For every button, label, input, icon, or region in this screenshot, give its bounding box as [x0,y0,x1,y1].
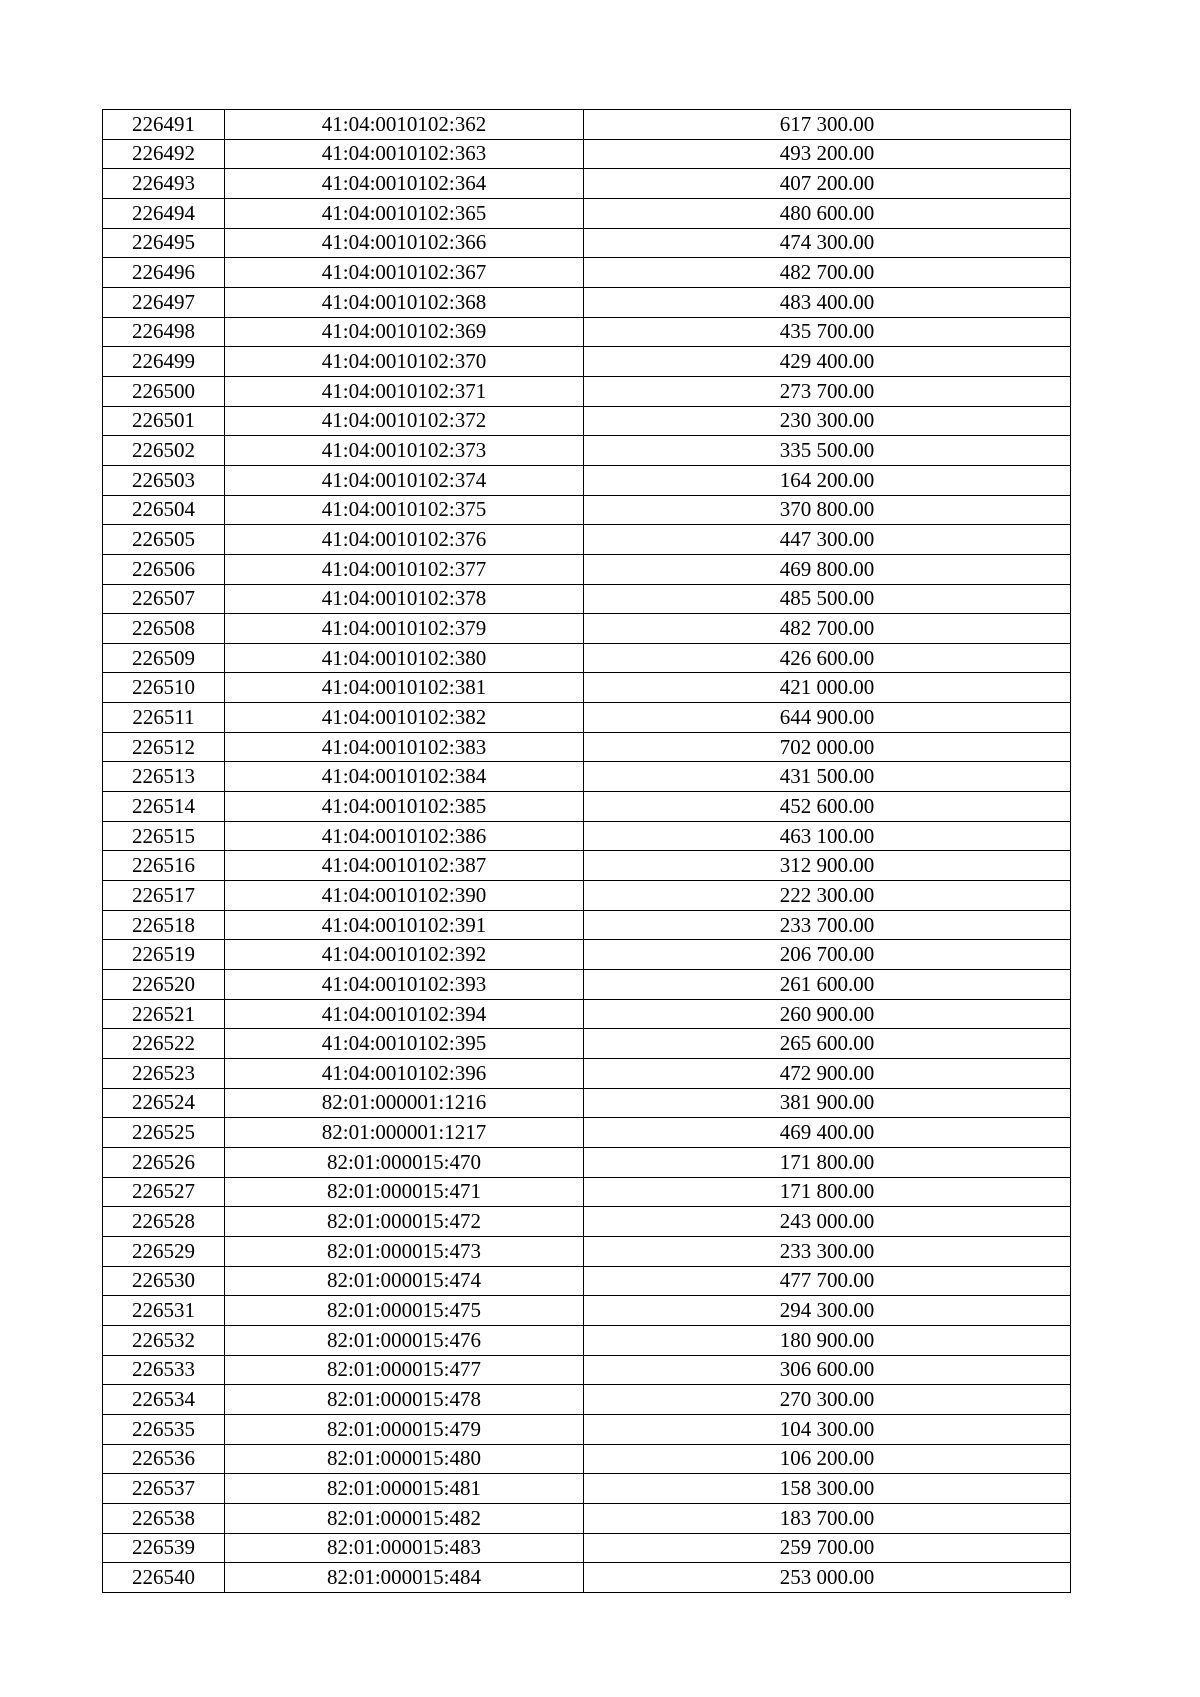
cadastral-number-cell: 41:04:0010102:369 [225,317,584,347]
cadastral-value-cell: 381 900.00 [584,1088,1071,1118]
table-row [103,1266,1071,1296]
cadastral-value-cell: 273 700.00 [584,376,1071,406]
cadastral-value-cell: 469 400.00 [584,1118,1071,1148]
table-row [103,970,1071,1000]
table-row [103,258,1071,288]
cadastral-value-cell: 644 900.00 [584,703,1071,733]
cadastral-number-cell: 41:04:0010102:383 [225,732,584,762]
row-number-cell: 226530 [103,1266,225,1296]
table-row [103,851,1071,881]
cadastral-number-cell: 41:04:0010102:377 [225,554,584,584]
table-row [103,525,1071,555]
cadastral-value-cell: 104 300.00 [584,1414,1071,1444]
cadastral-value-cell: 474 300.00 [584,228,1071,258]
cadastral-value-cell: 183 700.00 [584,1503,1071,1533]
table-row [103,1059,1071,1089]
table-row [103,584,1071,614]
cadastral-value-cell: 253 000.00 [584,1563,1071,1593]
row-number-cell: 226501 [103,406,225,436]
table-body [103,110,1071,1593]
row-number-cell: 226528 [103,1207,225,1237]
cadastral-number-cell: 41:04:0010102:380 [225,643,584,673]
cadastral-number-cell: 82:01:000015:481 [225,1474,584,1504]
cadastral-value-cell: 370 800.00 [584,495,1071,525]
row-number-cell: 226503 [103,465,225,495]
cadastral-number-cell: 41:04:0010102:394 [225,999,584,1029]
table-row [103,1325,1071,1355]
row-number-cell: 226494 [103,198,225,228]
table-row [103,110,1071,140]
row-number-cell: 226511 [103,703,225,733]
table-row [103,169,1071,199]
cadastral-value-cell: 463 100.00 [584,821,1071,851]
cadastral-number-cell: 41:04:0010102:376 [225,525,584,555]
table-row [103,436,1071,466]
row-number-cell: 226498 [103,317,225,347]
cadastral-value-cell: 472 900.00 [584,1059,1071,1089]
cadastral-value-cell: 421 000.00 [584,673,1071,703]
row-number-cell: 226515 [103,821,225,851]
cadastral-number-cell: 82:01:000001:1217 [225,1118,584,1148]
cadastral-number-cell: 41:04:0010102:371 [225,376,584,406]
cadastral-number-cell: 82:01:000015:483 [225,1533,584,1563]
row-number-cell: 226495 [103,228,225,258]
row-number-cell: 226525 [103,1118,225,1148]
row-number-cell: 226499 [103,347,225,377]
table-row [103,643,1071,673]
cadastral-value-cell: 171 800.00 [584,1177,1071,1207]
row-number-cell: 226491 [103,110,225,140]
cadastral-value-cell: 243 000.00 [584,1207,1071,1237]
cadastral-value-cell: 335 500.00 [584,436,1071,466]
cadastral-number-cell: 41:04:0010102:370 [225,347,584,377]
cadastral-number-cell: 41:04:0010102:364 [225,169,584,199]
cadastral-number-cell: 41:04:0010102:382 [225,703,584,733]
table-row [103,1444,1071,1474]
table-row [103,762,1071,792]
table-row [103,1118,1071,1148]
cadastral-value-cell: 180 900.00 [584,1325,1071,1355]
cadastral-number-cell: 41:04:0010102:385 [225,792,584,822]
row-number-cell: 226493 [103,169,225,199]
table-row [103,792,1071,822]
row-number-cell: 226504 [103,495,225,525]
cadastral-value-cell: 306 600.00 [584,1355,1071,1385]
row-number-cell: 226537 [103,1474,225,1504]
cadastral-value-table [102,109,1071,1593]
row-number-cell: 226521 [103,999,225,1029]
cadastral-number-cell: 82:01:000015:475 [225,1296,584,1326]
cadastral-value-cell: 480 600.00 [584,198,1071,228]
cadastral-value-cell: 493 200.00 [584,139,1071,169]
row-number-cell: 226512 [103,732,225,762]
cadastral-number-cell: 41:04:0010102:362 [225,110,584,140]
cadastral-value-cell: 435 700.00 [584,317,1071,347]
cadastral-number-cell: 82:01:000015:474 [225,1266,584,1296]
row-number-cell: 226518 [103,910,225,940]
cadastral-value-cell: 171 800.00 [584,1147,1071,1177]
cadastral-value-cell: 469 800.00 [584,554,1071,584]
table-row [103,1503,1071,1533]
cadastral-value-cell: 483 400.00 [584,287,1071,317]
cadastral-value-cell: 617 300.00 [584,110,1071,140]
cadastral-value-cell: 261 600.00 [584,970,1071,1000]
cadastral-value-cell: 233 300.00 [584,1236,1071,1266]
cadastral-value-cell: 260 900.00 [584,999,1071,1029]
table-row [103,1207,1071,1237]
cadastral-number-cell: 41:04:0010102:384 [225,762,584,792]
row-number-cell: 226508 [103,614,225,644]
table-row [103,287,1071,317]
cadastral-number-cell: 82:01:000015:480 [225,1444,584,1474]
table-row [103,1385,1071,1415]
table-row [103,376,1071,406]
row-number-cell: 226520 [103,970,225,1000]
cadastral-value-cell: 294 300.00 [584,1296,1071,1326]
cadastral-value-cell: 426 600.00 [584,643,1071,673]
table-row [103,881,1071,911]
table-row [103,614,1071,644]
table-row [103,732,1071,762]
row-number-cell: 226492 [103,139,225,169]
cadastral-number-cell: 41:04:0010102:367 [225,258,584,288]
cadastral-number-cell: 82:01:000015:476 [225,1325,584,1355]
row-number-cell: 226523 [103,1059,225,1089]
cadastral-number-cell: 41:04:0010102:365 [225,198,584,228]
cadastral-number-cell: 82:01:000015:470 [225,1147,584,1177]
row-number-cell: 226506 [103,554,225,584]
table-row [103,406,1071,436]
row-number-cell: 226509 [103,643,225,673]
cadastral-value-cell: 447 300.00 [584,525,1071,555]
cadastral-number-cell: 41:04:0010102:392 [225,940,584,970]
cadastral-number-cell: 41:04:0010102:372 [225,406,584,436]
table-row [103,495,1071,525]
table-row [103,347,1071,377]
cadastral-number-cell: 41:04:0010102:395 [225,1029,584,1059]
table-row [103,1355,1071,1385]
cadastral-value-cell: 485 500.00 [584,584,1071,614]
row-number-cell: 226524 [103,1088,225,1118]
cadastral-number-cell: 41:04:0010102:379 [225,614,584,644]
row-number-cell: 226533 [103,1355,225,1385]
table-row [103,1296,1071,1326]
cadastral-number-cell: 41:04:0010102:381 [225,673,584,703]
row-number-cell: 226536 [103,1444,225,1474]
cadastral-value-cell: 429 400.00 [584,347,1071,377]
cadastral-value-cell: 702 000.00 [584,732,1071,762]
table-row [103,139,1071,169]
cadastral-number-cell: 41:04:0010102:366 [225,228,584,258]
cadastral-value-cell: 482 700.00 [584,258,1071,288]
table-row [103,1533,1071,1563]
cadastral-value-cell: 312 900.00 [584,851,1071,881]
cadastral-value-cell: 265 600.00 [584,1029,1071,1059]
row-number-cell: 226500 [103,376,225,406]
cadastral-value-cell: 106 200.00 [584,1444,1071,1474]
cadastral-number-cell: 41:04:0010102:373 [225,436,584,466]
table-row [103,910,1071,940]
row-number-cell: 226534 [103,1385,225,1415]
row-number-cell: 226505 [103,525,225,555]
table-row [103,673,1071,703]
cadastral-value-cell: 407 200.00 [584,169,1071,199]
cadastral-value-cell: 270 300.00 [584,1385,1071,1415]
table-row [103,703,1071,733]
row-number-cell: 226513 [103,762,225,792]
table-row [103,228,1071,258]
cadastral-value-cell: 477 700.00 [584,1266,1071,1296]
table-row [103,1088,1071,1118]
cadastral-value-cell: 233 700.00 [584,910,1071,940]
table-row [103,1029,1071,1059]
table-row [103,999,1071,1029]
table-row [103,198,1071,228]
cadastral-value-cell: 452 600.00 [584,792,1071,822]
cadastral-number-cell: 41:04:0010102:368 [225,287,584,317]
cadastral-number-cell: 41:04:0010102:396 [225,1059,584,1089]
row-number-cell: 226531 [103,1296,225,1326]
row-number-cell: 226496 [103,258,225,288]
cadastral-number-cell: 41:04:0010102:378 [225,584,584,614]
cadastral-number-cell: 41:04:0010102:387 [225,851,584,881]
cadastral-number-cell: 82:01:000015:472 [225,1207,584,1237]
cadastral-value-cell: 230 300.00 [584,406,1071,436]
cadastral-number-cell: 41:04:0010102:390 [225,881,584,911]
cadastral-value-cell: 164 200.00 [584,465,1071,495]
cadastral-number-cell: 82:01:000015:473 [225,1236,584,1266]
table-row [103,821,1071,851]
row-number-cell: 226538 [103,1503,225,1533]
cadastral-number-cell: 82:01:000015:478 [225,1385,584,1415]
row-number-cell: 226517 [103,881,225,911]
row-number-cell: 226507 [103,584,225,614]
row-number-cell: 226522 [103,1029,225,1059]
table-row [103,317,1071,347]
row-number-cell: 226502 [103,436,225,466]
row-number-cell: 226516 [103,851,225,881]
row-number-cell: 226519 [103,940,225,970]
cadastral-value-cell: 259 700.00 [584,1533,1071,1563]
cadastral-number-cell: 82:01:000001:1216 [225,1088,584,1118]
row-number-cell: 226540 [103,1563,225,1593]
row-number-cell: 226527 [103,1177,225,1207]
cadastral-number-cell: 41:04:0010102:391 [225,910,584,940]
table-row [103,1147,1071,1177]
table-row [103,465,1071,495]
row-number-cell: 226526 [103,1147,225,1177]
row-number-cell: 226510 [103,673,225,703]
row-number-cell: 226532 [103,1325,225,1355]
cadastral-number-cell: 41:04:0010102:374 [225,465,584,495]
cadastral-number-cell: 41:04:0010102:386 [225,821,584,851]
table-row [103,1414,1071,1444]
cadastral-number-cell: 41:04:0010102:363 [225,139,584,169]
cadastral-value-cell: 222 300.00 [584,881,1071,911]
cadastral-value-cell: 482 700.00 [584,614,1071,644]
row-number-cell: 226539 [103,1533,225,1563]
table-row [103,1474,1071,1504]
row-number-cell: 226529 [103,1236,225,1266]
cadastral-number-cell: 41:04:0010102:393 [225,970,584,1000]
table-row [103,1236,1071,1266]
table-row [103,554,1071,584]
cadastral-number-cell: 41:04:0010102:375 [225,495,584,525]
cadastral-number-cell: 82:01:000015:484 [225,1563,584,1593]
cadastral-number-cell: 82:01:000015:477 [225,1355,584,1385]
cadastral-number-cell: 82:01:000015:482 [225,1503,584,1533]
cadastral-value-cell: 158 300.00 [584,1474,1071,1504]
cadastral-value-cell: 431 500.00 [584,762,1071,792]
table-row [103,1177,1071,1207]
table-row [103,940,1071,970]
row-number-cell: 226514 [103,792,225,822]
row-number-cell: 226535 [103,1414,225,1444]
cadastral-number-cell: 82:01:000015:479 [225,1414,584,1444]
cadastral-value-cell: 206 700.00 [584,940,1071,970]
cadastral-number-cell: 82:01:000015:471 [225,1177,584,1207]
row-number-cell: 226497 [103,287,225,317]
table-row [103,1563,1071,1593]
